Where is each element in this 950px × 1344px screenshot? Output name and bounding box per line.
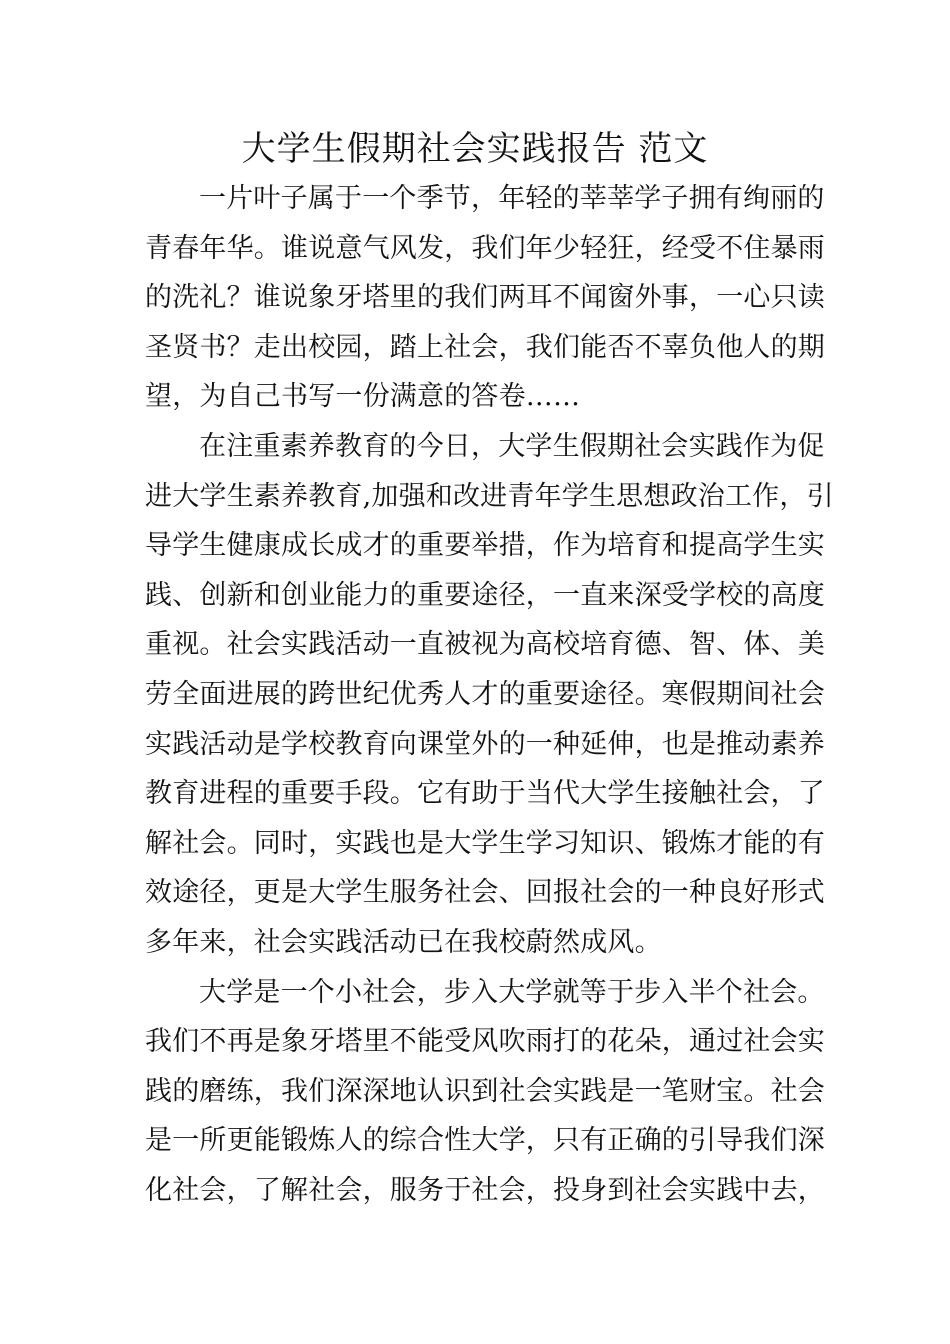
paragraph-line: 是一所更能锻炼人的综合性大学，只有正确的引导我们深: [145, 1125, 825, 1157]
paragraph-line: 践、创新和创业能力的重要途径，一直来深受学校的高度: [145, 579, 825, 611]
paragraph-line: 圣贤书？走出校园，踏上社会，我们能否不辜负他人的期: [145, 331, 825, 363]
paragraph-line: 教育进程的重要手段。它有助于当代大学生接触社会，了: [145, 778, 825, 810]
document-body: [145, 174, 834, 1215]
paragraph-line: 践的磨练，我们深深地认识到社会实践是一笔财宝。社会: [145, 1075, 825, 1107]
document-title: 大学生假期社会实践报告 范文: [241, 129, 709, 169]
paragraph-line: 效途径，更是大学生服务社会、回报社会的一种良好形式: [145, 877, 825, 909]
paragraph-line: 导学生健康成长成才的重要举措，作为培育和提高学生实: [145, 530, 825, 562]
paragraph-line: 解社会。同时，实践也是大学生学习知识、锻炼才能的有: [145, 827, 825, 859]
paragraph-line: 重视。社会实践活动一直被视为高校培育德、智、体、美: [145, 629, 825, 661]
paragraph-line: 望，为自己书写一份满意的答卷……: [145, 381, 581, 413]
paragraph-line: 一片叶子属于一个季节，年轻的莘莘学子拥有绚丽的: [199, 183, 825, 214]
paragraph-3: [145, 968, 825, 1216]
paragraph-line: 进大学生素养教育,加强和改进青年学生思想政治工作，引: [145, 480, 834, 512]
paragraph-line: 多年来，社会实践活动已在我校蔚然成风。: [145, 926, 662, 958]
paragraph-line: 在注重素养教育的今日，大学生假期社会实践作为促: [199, 430, 825, 462]
paragraph-line: 劳全面进展的跨世纪优秀人才的重要途径。寒假期间社会: [145, 678, 825, 710]
paragraph-line: 青春年华。谁说意气风发，我们年少轻狂，经受不住暴雨: [145, 232, 825, 264]
paragraph-line: 化社会，了解社会，服务于社会，投身到社会实践中去，: [145, 1174, 825, 1206]
paragraph-2: [145, 422, 834, 968]
paragraph-line: 实践活动是学校教育向课堂外的一种延伸，也是推动素养: [145, 728, 825, 760]
paragraph-line: 大学是一个小社会，步入大学就等于步入半个社会。: [199, 976, 825, 1008]
paragraph-1: [145, 174, 825, 422]
paragraph-line: 我们不再是象牙塔里不能受风吹雨打的花朵，通过社会实: [145, 1026, 825, 1058]
paragraph-line: 的洗礼？谁说象牙塔里的我们两耳不闻窗外事，一心只读: [145, 282, 825, 314]
